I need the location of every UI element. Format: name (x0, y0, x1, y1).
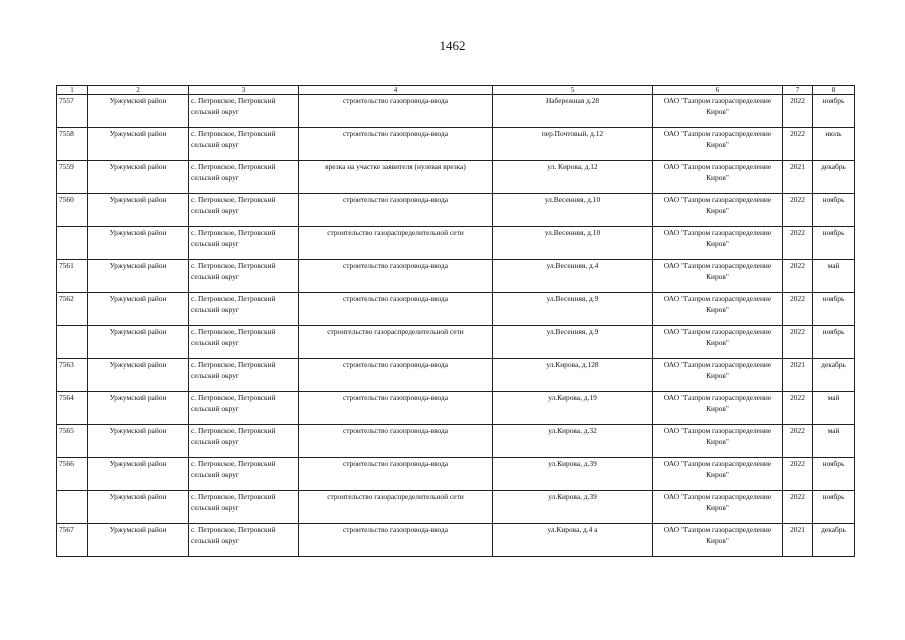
column-header: 6 (653, 86, 783, 95)
table-row (57, 326, 855, 359)
table-row (57, 425, 855, 458)
organization-cell: ОАО "Газпром газораспределение Киров" (653, 359, 783, 392)
settlement-cell: с. Петровское, Петровский сельский округ (189, 161, 299, 194)
table-row (57, 128, 855, 161)
address-cell: ул.Кирова, д.128 (493, 359, 653, 392)
month-cell: ноябрь (813, 194, 855, 227)
month-cell: май (813, 425, 855, 458)
organization-cell: ОАО "Газпром газораспределение Киров" (653, 194, 783, 227)
settlement-cell: с. Петровское, Петровский сельский округ (189, 227, 299, 260)
column-header: 8 (813, 86, 855, 95)
month-cell: ноябрь (813, 326, 855, 359)
year-cell: 2022 (783, 260, 813, 293)
column-header: 4 (299, 86, 493, 95)
row-number-cell: 7560 (57, 194, 88, 227)
address-cell: ул. Кирова, д.12 (493, 161, 653, 194)
settlement-cell: с. Петровское, Петровский сельский округ (189, 293, 299, 326)
work-type-cell: строительство газопровода-ввода (299, 359, 493, 392)
work-type-cell: строительство газопровода-ввода (299, 425, 493, 458)
page-number: 1462 (439, 38, 466, 53)
year-cell: 2022 (783, 293, 813, 326)
gas-works-table (56, 85, 855, 557)
address-cell: ул.Весенняя, д.4 (493, 260, 653, 293)
organization-cell: ОАО "Газпром газораспределение Киров" (653, 425, 783, 458)
year-cell: 2022 (783, 95, 813, 128)
work-type-cell: строительство газопровода-ввода (299, 260, 493, 293)
organization-cell: ОАО "Газпром газораспределение Киров" (653, 326, 783, 359)
organization-cell: ОАО "Газпром газораспределение Киров" (653, 227, 783, 260)
address-cell: ул.Кирова, д.19 (493, 392, 653, 425)
table-row (57, 260, 855, 293)
district-cell: Уржумский район (88, 95, 189, 128)
month-cell: ноябрь (813, 95, 855, 128)
address-cell: ул.Кирова, д.39 (493, 458, 653, 491)
year-cell: 2022 (783, 491, 813, 524)
settlement-cell: с. Петровское, Петровский сельский округ (189, 95, 299, 128)
district-cell: Уржумский район (88, 425, 189, 458)
settlement-cell: с. Петровское, Петровский сельский округ (189, 359, 299, 392)
address-cell: пер.Почтовый, д.12 (493, 128, 653, 161)
district-cell: Уржумский район (88, 260, 189, 293)
year-cell: 2022 (783, 194, 813, 227)
settlement-cell: с. Петровское, Петровский сельский округ (189, 392, 299, 425)
month-cell: июль (813, 128, 855, 161)
address-cell: ул.Кирова, д.4 а (493, 524, 653, 557)
table-row (57, 95, 855, 128)
year-cell: 2022 (783, 425, 813, 458)
month-cell: ноябрь (813, 491, 855, 524)
column-header: 3 (189, 86, 299, 95)
work-type-cell: строительство газораспределительной сети (299, 227, 493, 260)
header-row (57, 86, 855, 95)
district-cell: Уржумский район (88, 161, 189, 194)
row-number-cell (57, 491, 88, 524)
settlement-cell: с. Петровское, Петровский сельский округ (189, 260, 299, 293)
district-cell: Уржумский район (88, 128, 189, 161)
address-cell: ул.Весенняя, д.10 (493, 194, 653, 227)
row-number-cell (57, 227, 88, 260)
column-header: 1 (57, 86, 88, 95)
district-cell: Уржумский район (88, 359, 189, 392)
settlement-cell: с. Петровское, Петровский сельский округ (189, 326, 299, 359)
address-cell: ул.Весенняя, д.9 (493, 293, 653, 326)
column-header: 7 (783, 86, 813, 95)
month-cell: декабрь (813, 524, 855, 557)
work-type-cell: строительство газопровода-ввода (299, 392, 493, 425)
work-type-cell: строительство газопровода-ввода (299, 458, 493, 491)
district-cell: Уржумский район (88, 392, 189, 425)
organization-cell: ОАО "Газпром газораспределение Киров" (653, 260, 783, 293)
row-number-cell: 7565 (57, 425, 88, 458)
table-row (57, 293, 855, 326)
address-cell: ул.Весенняя, д.9 (493, 326, 653, 359)
year-cell: 2021 (783, 359, 813, 392)
organization-cell: ОАО "Газпром газораспределение Киров" (653, 293, 783, 326)
row-number-cell: 7567 (57, 524, 88, 557)
address-cell: Набережная д.28 (493, 95, 653, 128)
table-row (57, 392, 855, 425)
row-number-cell: 7564 (57, 392, 88, 425)
year-cell: 2021 (783, 524, 813, 557)
work-type-cell: строительство газопровода-ввода (299, 293, 493, 326)
organization-cell: ОАО "Газпром газораспределение Киров" (653, 491, 783, 524)
table-row (57, 227, 855, 260)
work-type-cell: строительство газораспределительной сети (299, 491, 493, 524)
row-number-cell: 7562 (57, 293, 88, 326)
table-body (57, 95, 855, 557)
month-cell: ноябрь (813, 227, 855, 260)
organization-cell: ОАО "Газпром газораспределение Киров" (653, 458, 783, 491)
column-header: 5 (493, 86, 653, 95)
settlement-cell: с. Петровское, Петровский сельский округ (189, 194, 299, 227)
district-cell: Уржумский район (88, 491, 189, 524)
address-cell: ул.Кирова, д.39 (493, 491, 653, 524)
row-number-cell: 7561 (57, 260, 88, 293)
work-type-cell: строительство газопровода-ввода (299, 524, 493, 557)
table-row (57, 194, 855, 227)
district-cell: Уржумский район (88, 458, 189, 491)
table-row (57, 491, 855, 524)
organization-cell: ОАО "Газпром газораспределение Киров" (653, 392, 783, 425)
address-cell: ул.Весенняя, д.10 (493, 227, 653, 260)
column-header: 2 (88, 86, 189, 95)
table-row (57, 359, 855, 392)
work-type-cell: врезка на участке заявителя (нулевая врезка) (299, 161, 493, 194)
organization-cell: ОАО "Газпром газораспределение Киров" (653, 161, 783, 194)
year-cell: 2022 (783, 227, 813, 260)
work-type-cell: строительство газопровода-ввода (299, 95, 493, 128)
year-cell: 2022 (783, 326, 813, 359)
row-number-cell: 7557 (57, 95, 88, 128)
year-cell: 2022 (783, 458, 813, 491)
month-cell: ноябрь (813, 293, 855, 326)
district-cell: Уржумский район (88, 293, 189, 326)
month-cell: декабрь (813, 359, 855, 392)
work-type-cell: строительство газопровода-ввода (299, 194, 493, 227)
month-cell: ноябрь (813, 458, 855, 491)
row-number-cell (57, 326, 88, 359)
table-row (57, 161, 855, 194)
month-cell: май (813, 260, 855, 293)
table-row (57, 458, 855, 491)
year-cell: 2022 (783, 128, 813, 161)
row-number-cell: 7559 (57, 161, 88, 194)
district-cell: Уржумский район (88, 326, 189, 359)
district-cell: Уржумский район (88, 194, 189, 227)
month-cell: декабрь (813, 161, 855, 194)
settlement-cell: с. Петровское, Петровский сельский округ (189, 128, 299, 161)
settlement-cell: с. Петровское, Петровский сельский округ (189, 491, 299, 524)
district-cell: Уржумский район (88, 227, 189, 260)
month-cell: май (813, 392, 855, 425)
row-number-cell: 7558 (57, 128, 88, 161)
table-row (57, 524, 855, 557)
organization-cell: ОАО "Газпром газораспределение Киров" (653, 524, 783, 557)
year-cell: 2021 (783, 161, 813, 194)
row-number-cell: 7563 (57, 359, 88, 392)
address-cell: ул.Кирова, д.32 (493, 425, 653, 458)
year-cell: 2022 (783, 392, 813, 425)
work-type-cell: строительство газопровода-ввода (299, 128, 493, 161)
organization-cell: ОАО "Газпром газораспределение Киров" (653, 95, 783, 128)
work-type-cell: строительство газораспределительной сети (299, 326, 493, 359)
settlement-cell: с. Петровское, Петровский сельский округ (189, 458, 299, 491)
settlement-cell: с. Петровское, Петровский сельский округ (189, 524, 299, 557)
settlement-cell: с. Петровское, Петровский сельский округ (189, 425, 299, 458)
row-number-cell: 7566 (57, 458, 88, 491)
district-cell: Уржумский район (88, 524, 189, 557)
organization-cell: ОАО "Газпром газораспределение Киров" (653, 128, 783, 161)
